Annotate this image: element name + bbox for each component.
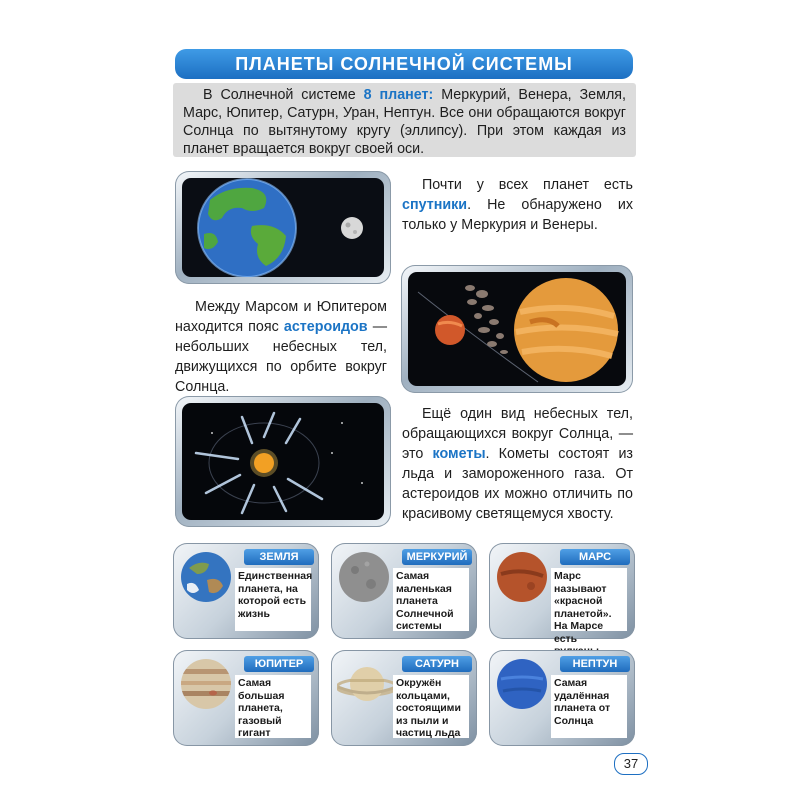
- planet-card-neptune: [489, 650, 635, 746]
- mercury-planet-image: [337, 550, 391, 604]
- comets-highlight: кометы: [432, 446, 486, 462]
- card-description: Самая большая планета, газовый гигант: [235, 675, 311, 738]
- satellites-text: Почти у всех планет есть спутники. Не обнаружено их только у Меркурия и Венеры.: [402, 177, 633, 233]
- card-title: НЕПТУН: [560, 656, 630, 672]
- asteroid-belt-photo: [401, 265, 633, 393]
- earth-planet-image: [179, 550, 233, 604]
- intro-highlight: 8 планет:: [363, 87, 434, 103]
- satellites-highlight: спутники: [402, 197, 468, 213]
- card-description: Окружён кольцами, состоящими из пыли и частиц льда: [393, 675, 469, 738]
- card-title: МЕРКУРИЙ: [402, 549, 472, 565]
- asteroids-highlight: астероидов: [283, 319, 368, 335]
- jupiter-planet-image: [179, 657, 233, 711]
- page-title: ПЛАНЕТЫ СОЛНЕЧНОЙ СИСТЕМЫ: [175, 49, 633, 79]
- planet-card-mercury: [331, 543, 477, 639]
- comets-photo: [175, 396, 391, 527]
- card-description: Единственная планета, на которой есть жизнь: [235, 568, 311, 631]
- card-title: САТУРН: [402, 656, 472, 672]
- card-description: Марс называют «красной планетой». На Марсе есть: [551, 568, 627, 631]
- intro-box: [173, 83, 636, 157]
- mars-planet-image: [495, 550, 549, 604]
- neptune-planet-image: [495, 657, 549, 711]
- comets-text: Ещё один вид небесных тел, обращающихся вокруг Солнца, — это кометы. Кометы состоят из льда и замороженного газа. От астероидов их можно отличить по красивому светящемуся хвосту.: [402, 406, 633, 522]
- saturn-planet-image: [337, 657, 397, 711]
- card-title: МАРС: [560, 549, 630, 565]
- earth-moon-photo: [175, 171, 391, 284]
- planet-card-mars: [489, 543, 635, 645]
- card-description: Самая маленькая планета Солнечной системы: [393, 568, 469, 631]
- card-title: ЮПИТЕР: [244, 656, 314, 672]
- intro-text: В Солнечной системе 8 планет: Меркурий, Венера, Земля, Марс, Юпитер, Сатурн, Уран, Нептун. Все они обращаются вокруг Солнца по вытянутому кругу (эллипсу). При этом каждая из планет вращается вокруг своей оси.: [183, 87, 627, 157]
- planet-card-saturn: [331, 650, 477, 746]
- planet-card-earth: [173, 543, 319, 639]
- card-title: ЗЕМЛЯ: [244, 549, 314, 565]
- planet-card-jupiter: [173, 650, 319, 746]
- asteroids-text: Между Марсом и Юпитером находится пояс астероидов — небольших небесных тел, движущихся по орбите вокруг Солнца.: [175, 299, 387, 395]
- card-description: Самая удалённая планета от Солнца: [551, 675, 627, 738]
- page-number: 37: [614, 753, 648, 775]
